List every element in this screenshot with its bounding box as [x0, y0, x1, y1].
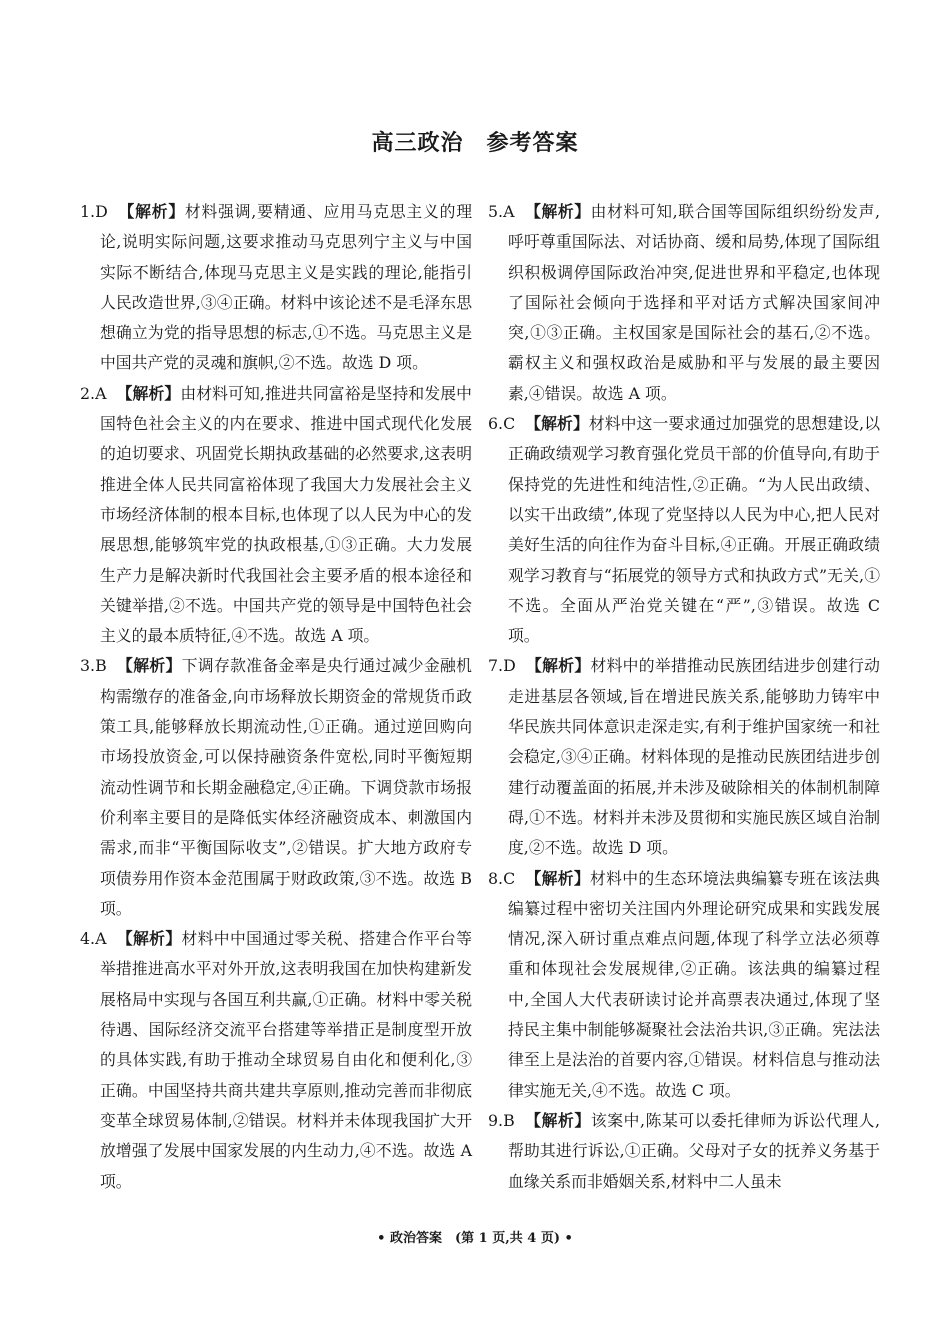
answer-text: 由材料可知,推进共同富裕是坚持和发展中国特色社会主义的内在要求、推进中国式现代化发展的迫切要求、巩固党长期执政基础的必然要求,这表明推进全体人民共同富裕体现了我国大力发展社会主义市场经济体制的根本目标,也体现了以人民为中心的发展思想,能够筑牢党的执政根基,①③正确。大力发展生产力是解决新时代我国社会主要矛盾的根本途径和关键举措,②不选。中国共产党的领导是中国特色社会主义的最本质特征,④不选。故选 A 项。	[100, 383, 472, 646]
answer-item-7	[488, 651, 880, 863]
answer-number: 1.D	[80, 202, 108, 221]
answer-item-3	[80, 651, 472, 924]
answer-item-6	[488, 409, 880, 651]
answer-number: 4.A	[80, 929, 107, 949]
answer-number: 9.B	[488, 1110, 515, 1130]
answer-number: 3.B	[80, 656, 107, 676]
analysis-tag: 【解析】	[525, 656, 591, 676]
answer-number: 5.A	[488, 202, 515, 221]
answer-item-8	[488, 864, 880, 1106]
answer-item-4	[80, 924, 472, 1197]
answer-text: 材料强调,要精通、应用马克思主义的理论,说明实际问题,这要求推动马克思列宁主义与中国实际不断结合,体现马克思主义是实践的理论,能指引人民改造世界,③④正确。材料中该论述不是毛泽东思想确立为党的指导思想的标志,①不选。马克思主义是中国共产党的灵魂和旗帜,②不选。故选 D 项。	[100, 202, 472, 373]
answer-text: 下调存款准备金率是央行通过减少金融机构需缴存的准备金,向市场释放长期资金的常规货币政策工具,能够释放长期流动性,①正确。通过逆回购向市场投放资金,可以保持融资条件宽松,同时平衡短期流动性调节和长期金融稳定,④正确。下调贷款市场报价利率主要目的是降低实体经济融资成本、刺激国内需求,而非“平衡国际收支”,②错误。扩大地方政府专项债券用作资本金范围属于财政政策,③不选。故选 B 项。	[100, 656, 472, 918]
analysis-tag: 【解析】	[116, 383, 181, 403]
answer-text: 材料中中国通过零关税、搭建合作平台等举措推进高水平对外开放,这表明我国在加快构建新发展格局中实现与各国互利共赢,①正确。材料中零关税待遇、国际经济交流平台搭建等举措正是制度型开放的具体实践,有助于推动全球贸易自由化和便利化,③正确。中国坚持共商共建共享原则,推动完善而非彻底变革全球贸易体制,②错误。材料并未体现我国扩大开放增强了发展中国家发展的内生动力,④不选。故选 A 项。	[100, 929, 472, 1191]
answer-item-2	[80, 379, 472, 652]
answer-item-9	[488, 1106, 880, 1197]
answer-number: 7.D	[488, 656, 516, 676]
answer-text: 材料中的举措推动民族团结进步创建行动走进基层各领域,旨在增进民族关系,能够助力铸牢中华民族共同体意识走深走实,有利于维护国家统一和社会稳定,③④正确。材料体现的是推动民族团结进步创建行动覆盖面的拓展,并未涉及破除相关的体制机制障碍,①不选。材料并未涉及贯彻和实施民族区域自治制度,②不选。故选 D 项。	[508, 656, 880, 858]
answer-number: 8.C	[488, 868, 516, 888]
page-title: 高三政治 参考答案	[371, 130, 579, 156]
analysis-tag: 【解析】	[525, 414, 589, 434]
left-column	[80, 197, 472, 1197]
answer-text: 该案中,陈某可以委托律师为诉讼代理人,帮助其进行诉讼,①正确。父母对子女的抚养义务基于血缘关系而非婚姻关系,材料中二人虽未	[508, 1110, 880, 1191]
analysis-tag: 【解析】	[116, 929, 182, 949]
analysis-tag: 【解析】	[117, 202, 185, 221]
answer-text: 材料中这一要求通过加强党的思想建设,以正确政绩观学习教育强化党员干部的价值导向,有助于保持党的先进性和纯洁性,②正确。“为人民出政绩、以实干出政绩”,体现了党坚持以人民为中心,把人民对美好生活的向往作为奋斗目标,④正确。开展正确政绩观学习教育与“拓展党的领导方式和执政方式”无关,①不选。全面从严治党关键在“严”,③错误。故选 C 项。	[508, 414, 880, 646]
answer-number: 6.C	[488, 414, 516, 434]
page-footer: • 政治答案 (第 1 页,共 4 页) •	[377, 1231, 573, 1246]
analysis-tag: 【解析】	[524, 1110, 591, 1130]
analysis-tag: 【解析】	[524, 202, 591, 221]
answer-item-5	[488, 197, 880, 409]
right-column	[488, 197, 880, 1197]
answer-text: 材料中的生态环境法典编纂专班在该法典编纂过程中密切关注国内外理论研究成果和实践发展情况,深入研讨重点难点问题,体现了科学立法必须尊重和体现社会发展规律,②正确。该法典的编纂过程中,全国人大代表研读讨论并高票表决通过,体现了坚持民主集中制能够凝聚社会法治共识,③正确。宪法法律至上是法治的首要内容,①错误。材料信息与推动法律实施无关,④不选。故选 C 项。	[508, 868, 880, 1100]
analysis-tag: 【解析】	[116, 656, 182, 676]
answer-item-1	[80, 197, 472, 379]
answer-number: 2.A	[80, 383, 107, 403]
answer-text: 由材料可知,联合国等国际组织纷纷发声,呼吁尊重国际法、对话协商、缓和局势,体现了国际组织积极调停国际政治冲突,促进世界和平稳定,也体现了国际社会倾向于选择和平对话方式解决国家间冲突,①③正确。主权国家是国际社会的基石,②不选。霸权主义和强权政治是威胁和平与发展的最主要因素,④错误。故选 A 项。	[508, 202, 880, 403]
analysis-tag: 【解析】	[525, 868, 591, 888]
